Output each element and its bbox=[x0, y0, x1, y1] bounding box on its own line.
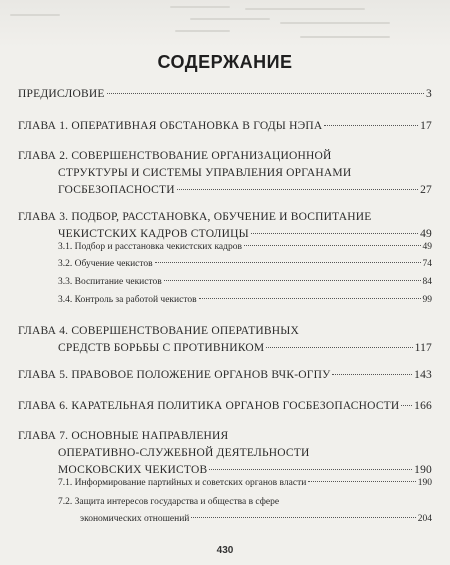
toc-page-number: 190 bbox=[414, 464, 432, 476]
toc-entry-text-cont: МОСКОВСКИХ ЧЕКИСТОВ bbox=[58, 464, 208, 476]
toc-page-number: 74 bbox=[422, 259, 432, 269]
dot-leader bbox=[266, 347, 412, 348]
page-number: 430 bbox=[216, 545, 234, 556]
toc-entry-chapter-7[interactable] bbox=[18, 428, 432, 479]
toc-entry-text-cont: ГОСБЕЗОПАСНОСТИ bbox=[58, 184, 175, 196]
dot-leader bbox=[251, 233, 418, 234]
dot-leader bbox=[155, 262, 421, 263]
dot-leader bbox=[191, 517, 415, 518]
toc-page-number: 49 bbox=[420, 228, 432, 240]
toc-section-7-1[interactable] bbox=[58, 475, 432, 492]
toc-page-number: 17 bbox=[420, 120, 432, 132]
toc-entry-text-cont: СТРУКТУРЫ И СИСТЕМЫ УПРАВЛЕНИЯ ОРГАНАМИ bbox=[58, 167, 352, 179]
toc-page-number: 204 bbox=[417, 514, 432, 524]
page-title: СОДЕРЖАНИЕ bbox=[157, 52, 293, 72]
dot-leader bbox=[401, 405, 412, 406]
toc-section-3-1[interactable] bbox=[58, 239, 432, 256]
dot-leader bbox=[308, 481, 415, 482]
toc-entry-chapter-2[interactable] bbox=[18, 148, 432, 199]
toc-page-number: 99 bbox=[422, 295, 432, 305]
toc-section-7-2[interactable] bbox=[58, 494, 432, 528]
toc-page-number: 166 bbox=[414, 400, 432, 412]
toc-entry-text: ГЛАВА 3. ПОДБОР, РАССТАНОВКА, ОБУЧЕНИЕ И ВОСПИТАНИЕ bbox=[18, 211, 372, 223]
facing-page-bleed bbox=[0, 0, 450, 48]
toc-entry-text-cont: ЧЕКИСТСКИХ КАДРОВ СТОЛИЦЫ bbox=[58, 228, 249, 240]
toc-entry-chapter-5[interactable] bbox=[18, 367, 432, 384]
toc-section-3-3[interactable] bbox=[58, 274, 432, 291]
toc-entry-chapter-1[interactable] bbox=[18, 118, 432, 135]
dot-leader bbox=[332, 374, 412, 375]
toc-entry-text-cont: СРЕДСТВ БОРЬБЫ С ПРОТИВНИКОМ bbox=[58, 342, 265, 354]
toc-page-number: 84 bbox=[422, 277, 432, 287]
toc-entry-text: ГЛАВА 6. КАРАТЕЛЬНАЯ ПОЛИТИКА ОРГАНОВ ГОСБЕЗОПАСНОСТИ bbox=[18, 400, 400, 412]
toc-entry-chapter-4[interactable] bbox=[18, 323, 432, 357]
toc-section-text-cont: экономических отношений bbox=[80, 514, 190, 524]
toc-entry-text: ГЛАВА 1. ОПЕРАТИВНАЯ ОБСТАНОВКА В ГОДЫ НЭПА bbox=[18, 120, 323, 132]
toc-page-number: 190 bbox=[417, 478, 432, 488]
toc-section-text: 3.2. Обучение чекистов bbox=[58, 259, 153, 269]
toc-section-text: 3.4. Контроль за работой чекистов bbox=[58, 295, 197, 305]
toc-section-text: 3.1. Подбор и расстановка чекистских кадров bbox=[58, 242, 242, 252]
toc-section-text: 7.2. Защита интересов государства и общества в сфере bbox=[58, 497, 280, 507]
toc-entry-text: ГЛАВА 2. СОВЕРШЕНСТВОВАНИЕ ОРГАНИЗАЦИОННОЙ bbox=[18, 150, 332, 162]
dot-leader bbox=[177, 189, 418, 190]
toc-page-number: 3 bbox=[426, 88, 432, 100]
toc-page-number: 27 bbox=[420, 184, 432, 196]
toc-entry-text-cont: ОПЕРАТИВНО-СЛУЖЕБНОЙ ДЕЯТЕЛЬНОСТИ bbox=[58, 447, 310, 459]
toc-page-number: 117 bbox=[414, 342, 432, 354]
toc-entry-preface[interactable] bbox=[18, 86, 432, 103]
toc-entry-text: ПРЕДИСЛОВИЕ bbox=[18, 88, 105, 100]
toc-entry-chapter-6[interactable] bbox=[18, 398, 432, 415]
dot-leader bbox=[244, 245, 421, 246]
toc-section-3-2[interactable] bbox=[58, 256, 432, 273]
toc-entry-chapter-3[interactable] bbox=[18, 209, 432, 243]
toc-entry-text: ГЛАВА 4. СОВЕРШЕНСТВОВАНИЕ ОПЕРАТИВНЫХ bbox=[18, 325, 300, 337]
toc-entry-text: ГЛАВА 5. ПРАВОВОЕ ПОЛОЖЕНИЕ ОРГАНОВ ВЧК-ОГПУ bbox=[18, 369, 331, 381]
toc-section-3-4[interactable] bbox=[58, 292, 432, 309]
toc-entry-text: ГЛАВА 7. ОСНОВНЫЕ НАПРАВЛЕНИЯ bbox=[18, 430, 229, 442]
toc-page-number: 143 bbox=[414, 369, 432, 381]
dot-leader bbox=[209, 469, 412, 470]
dot-leader bbox=[107, 93, 424, 94]
toc-section-text: 7.1. Информирование партийных и советских органов власти bbox=[58, 478, 307, 488]
toc-section-text: 3.3. Воспитание чекистов bbox=[58, 277, 162, 287]
toc-page-number: 49 bbox=[422, 242, 432, 252]
dot-leader bbox=[199, 298, 421, 299]
dot-leader bbox=[164, 280, 421, 281]
dot-leader bbox=[324, 125, 418, 126]
